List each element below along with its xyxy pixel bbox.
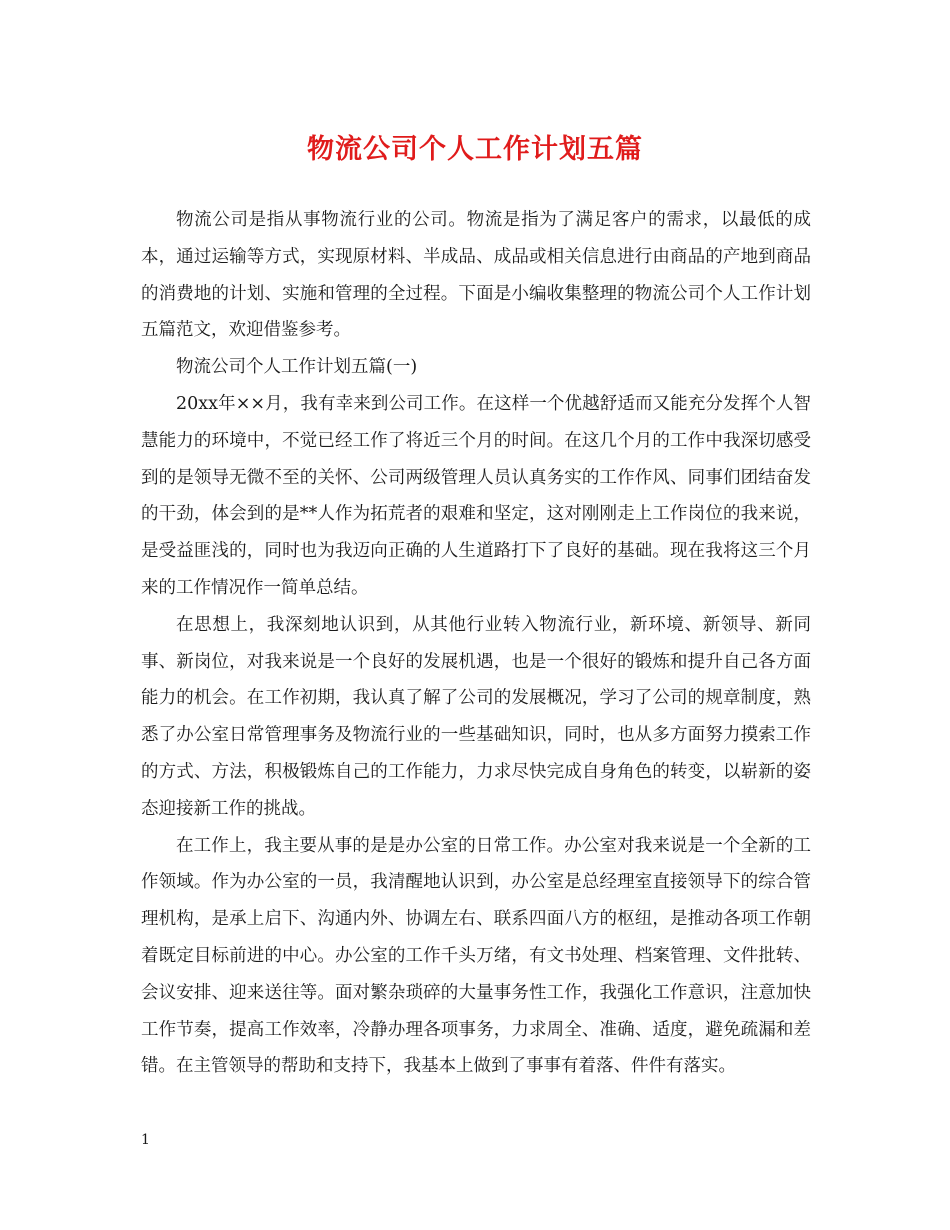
- section-heading: 物流公司个人工作计划五篇(一): [176, 357, 418, 378]
- paragraph-arrival: 20xx年××月，我有幸来到公司工作。在这样一个优越舒适而又能充分发挥个人智慧能力的环境中，不觉已经工作了将近三个月的时间。在这几个月的工作中我深切感受到的是领导无微不至的关怀、公司两级管理人员认真务实的工作作风、同事们团结奋发的干劲，体会到的是**人作为拓荒者的艰难和坚定，这对刚刚走上工作岗位的我来说，是受益匪浅的，同时也为我迈向正确的人生道路打下了良好的基础。现在我将这三个月来的工作情况作一简单总结。: [141, 393, 811, 598]
- paragraph-work: 在工作上，我主要从事的是是办公室的日常工作。办公室对我来说是一个全新的工作领域。作为办公室的一员，我清醒地认识到，办公室是总经理室直接领导下的综合管理机构，是承上启下、沟通内外、协调左右、联系四面八方的枢纽，是推动各项工作朝着既定目标前进的中心。办公室的工作千头万绪，有文书处理、档案管理、文件批转、会议安排、迎来送往等。面对繁杂琐碎的大量事务性工作，我强化工作意识，注意加快工作节奏，提高工作效率，冷静办理各项事务，力求周全、准确、适度，避免疏漏和差错。在主管领导的帮助和支持下，我基本上做到了事事有着落、件件有落实。: [141, 835, 811, 1077]
- paragraph-thought: 在思想上，我深刻地认识到，从其他行业转入物流行业，新环境、新领导、新同事、新岗位，对我来说是一个良好的发展机遇，也是一个很好的锻炼和提升自己各方面能力的机会。在工作初期，我认真了解了公司的发展概况，学习了公司的规章制度，熟悉了办公室日常管理事务及物流行业的一些基础知识，同时，也从多方面努力摸索工作的方式、方法，积极锻炼自己的工作能力，力求尽快完成自身角色的转变，以崭新的姿态迎接新工作的挑战。: [141, 614, 811, 819]
- paragraph-intro: 物流公司是指从事物流行业的公司。物流是指为了满足客户的需求，以最低的成本，通过运输等方式，实现原材料、半成品、成品或相关信息进行由商品的产地到商品的消费地的计划、实施和管理的全过程。下面是小编收集整理的物流公司个人工作计划五篇范文，欢迎借鉴参考。: [141, 210, 811, 341]
- document-body: [141, 202, 811, 1085]
- document-title: 物流公司个人工作计划五篇: [307, 134, 643, 165]
- page-number: 1: [141, 1132, 150, 1148]
